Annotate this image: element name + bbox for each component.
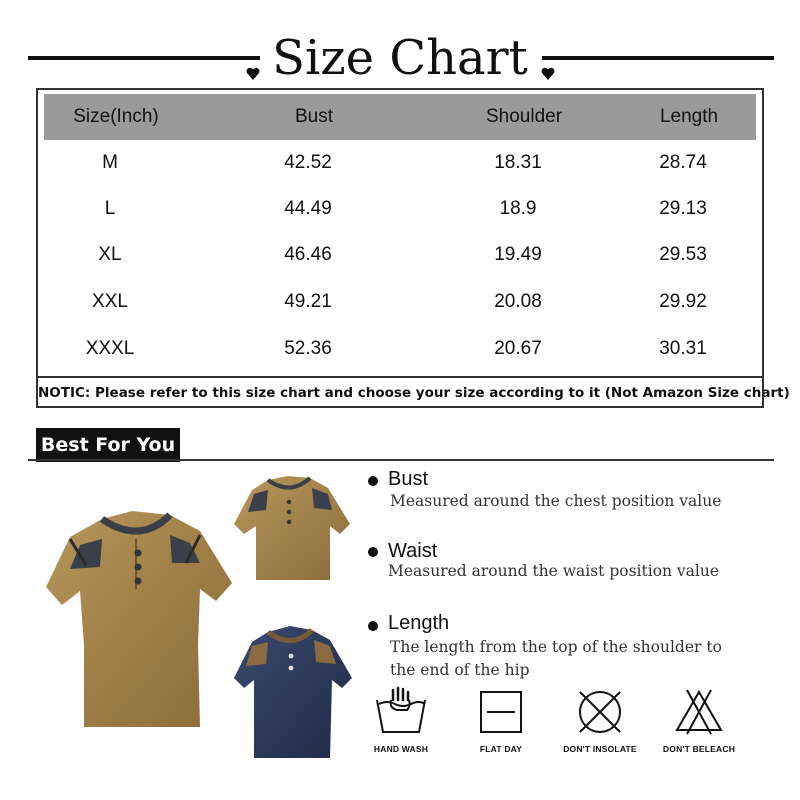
cell-bust: 42.52 bbox=[284, 152, 332, 173]
cell-length: 29.13 bbox=[659, 198, 707, 219]
table-row bbox=[38, 186, 762, 232]
page-title: Size Chart bbox=[272, 30, 528, 86]
cell-length: 29.92 bbox=[659, 291, 707, 312]
navy-henley-shirt-image bbox=[232, 622, 354, 762]
care-hand-wash bbox=[356, 686, 446, 766]
table-row bbox=[38, 232, 762, 278]
cell-bust: 49.21 bbox=[284, 291, 332, 312]
header-shoulder: Shoulder bbox=[485, 106, 563, 127]
header-size: Size(Inch) bbox=[73, 106, 159, 127]
title-area bbox=[0, 22, 800, 92]
cell-size: XL bbox=[98, 244, 122, 265]
cell-shoulder: 18.31 bbox=[494, 152, 542, 173]
measure-desc: Measured around the waist position value bbox=[388, 562, 720, 580]
flat-dry-icon bbox=[475, 686, 527, 738]
care-do-not-tumble-dry bbox=[555, 686, 645, 766]
table-row bbox=[38, 326, 762, 372]
measure-desc: The length from the top of the shoulder to bbox=[390, 638, 722, 656]
care-label: DON'T BELEACH bbox=[662, 744, 736, 754]
table-row bbox=[38, 279, 762, 325]
cell-bust: 46.46 bbox=[284, 244, 332, 265]
header-length: Length bbox=[659, 106, 719, 127]
section-tab: Best For You bbox=[36, 428, 180, 462]
do-not-tumble-dry-icon bbox=[572, 686, 628, 738]
care-label: DON'T INSOLATE bbox=[563, 744, 637, 754]
cell-length: 28.74 bbox=[659, 152, 707, 173]
section-divider bbox=[28, 459, 774, 461]
measure-desc: Measured around the chest position value bbox=[390, 492, 722, 510]
bullet-icon bbox=[368, 476, 378, 486]
cell-size: XXL bbox=[92, 291, 128, 312]
measure-desc: the end of the hip bbox=[390, 661, 530, 679]
measure-title: Waist bbox=[388, 540, 438, 562]
cell-shoulder: 20.08 bbox=[494, 291, 542, 312]
cell-size: XXXL bbox=[85, 338, 135, 359]
cell-length: 30.31 bbox=[659, 338, 707, 359]
care-do-not-bleach bbox=[654, 686, 744, 766]
table-header bbox=[44, 94, 756, 140]
cell-size: M bbox=[102, 152, 118, 173]
cell-bust: 52.36 bbox=[284, 338, 332, 359]
care-label: FLAT DAY bbox=[479, 744, 523, 754]
do-not-bleach-icon bbox=[671, 686, 727, 738]
hand-wash-icon bbox=[371, 686, 431, 738]
khaki-henley-shirt-thumbnail bbox=[232, 472, 352, 582]
cell-bust: 44.49 bbox=[284, 198, 332, 219]
table-row bbox=[38, 140, 762, 186]
size-notice: NOTIC: Please refer to this size chart and choose your size according to it (Not Amazon Size chart) bbox=[38, 376, 762, 408]
cell-shoulder: 18.9 bbox=[499, 198, 537, 219]
measure-title: Bust bbox=[388, 468, 429, 490]
measure-title: Length bbox=[388, 612, 450, 634]
cell-shoulder: 19.49 bbox=[494, 244, 542, 265]
bullet-icon bbox=[368, 621, 378, 631]
khaki-henley-shirt-image bbox=[40, 505, 240, 735]
cell-size: L bbox=[104, 198, 116, 219]
size-table bbox=[36, 88, 790, 408]
care-flat-dry bbox=[456, 686, 546, 766]
cell-shoulder: 20.67 bbox=[494, 338, 542, 359]
header-bust: Bust bbox=[294, 106, 334, 127]
care-label: HAND WASH bbox=[373, 744, 429, 754]
bullet-icon bbox=[368, 547, 378, 557]
cell-length: 29.53 bbox=[659, 244, 707, 265]
